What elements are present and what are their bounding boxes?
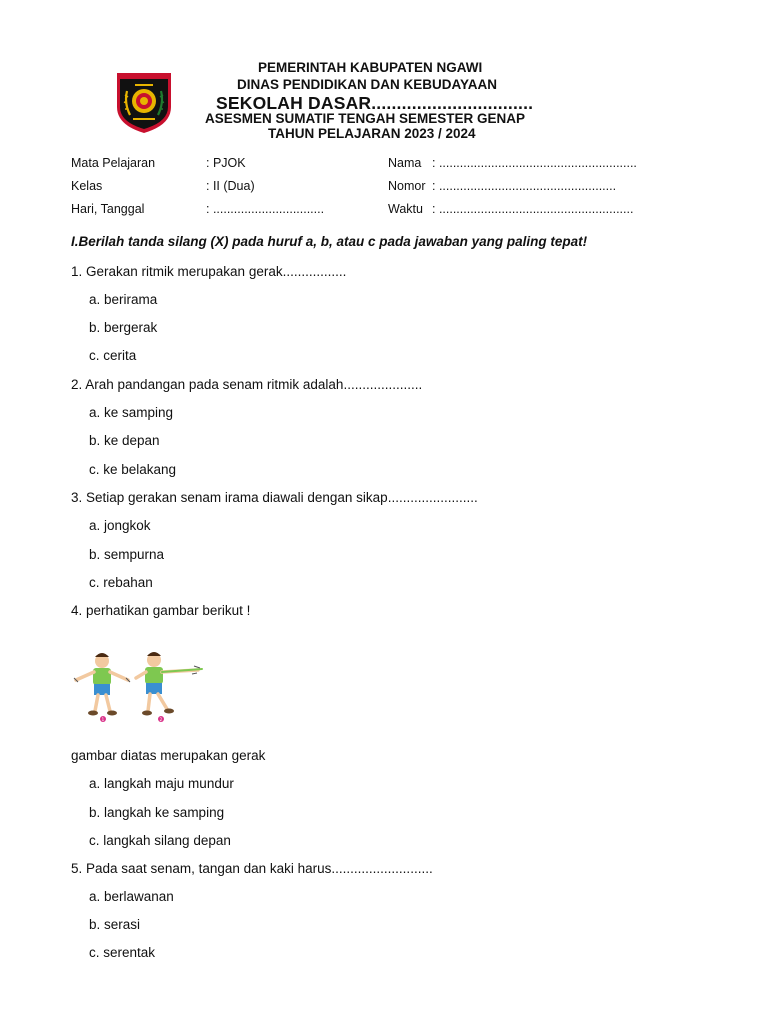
question-4-option-c[interactable]: c. langkah silang depan [89,833,231,848]
question-2-option-a[interactable]: a. ke samping [89,405,174,420]
name-label: Nama [388,156,422,170]
question-3: 3. Setiap gerakan senam irama diawali dengan sikap........................ [71,490,478,505]
academic-year: TAHUN PELAJARAN 2023 / 2024 [268,126,476,141]
question-5-option-a[interactable]: a. berlawanan [89,889,174,904]
time-field[interactable]: : ........................................................ [432,202,634,216]
question-2: 2. Arah pandangan pada senam ritmik adalah..................... [71,377,423,392]
date-field[interactable]: : ................................ [206,202,325,216]
question-2-option-b[interactable]: b. ke depan [89,433,160,448]
subject-value: : PJOK [206,156,246,170]
figure-label-1: 1 [101,716,105,722]
question-3-option-c[interactable]: c. rebahan [89,575,153,590]
class-label: Kelas [71,179,103,193]
date-label: Hari, Tanggal [71,202,145,216]
number-field[interactable]: : ................................................... [432,179,617,193]
question-1: 1. Gerakan ritmik merupakan gerak................. [71,264,347,279]
government-heading: PEMERINTAH KABUPATEN NGAWI [258,60,483,75]
question-4-option-a[interactable]: a. langkah maju mundur [89,776,234,791]
figure-label-2: 2 [159,716,163,722]
question-1-option-b[interactable]: b. bergerak [89,320,158,335]
question-2-option-c[interactable]: c. ke belakang [89,462,177,477]
question-4: 4. perhatikan gambar berikut ! [71,603,251,618]
name-field[interactable]: : ......................................................... [432,156,637,170]
question-4-stem: gambar diatas merupakan gerak [71,748,266,763]
question-5: 5. Pada saat senam, tangan dan kaki harus........................... [71,861,433,876]
question-5-option-b[interactable]: b. serasi [89,917,141,932]
question-3-option-b[interactable]: b. sempurna [89,547,165,562]
question-1-option-a[interactable]: a. berirama [89,292,158,307]
subject-label: Mata Pelajaran [71,156,156,170]
question-1-option-c[interactable]: c. cerita [89,348,137,363]
class-value: : II (Dua) [206,179,255,193]
school-heading: SEKOLAH DASAR................................ [216,93,534,113]
instruction-text: I.Berilah tanda silang (X) pada huruf a, b, atau c pada jawaban yang paling tepat! [71,234,588,249]
ngawi-regency-emblem-icon [115,71,173,135]
question-3-option-a[interactable]: a. jongkok [89,518,151,533]
exam-title: ASESMEN SUMATIF TENGAH SEMESTER GENAP [205,111,526,126]
time-label: Waktu [388,202,423,216]
question-4-option-b[interactable]: b. langkah ke samping [89,805,225,820]
number-label: Nomor [388,179,426,193]
children-rhythmic-step-illustration-icon [72,648,207,726]
question-5-option-c[interactable]: c. serentak [89,945,156,960]
department-heading: DINAS PENDIDIKAN DAN KEBUDAYAAN [237,77,498,92]
